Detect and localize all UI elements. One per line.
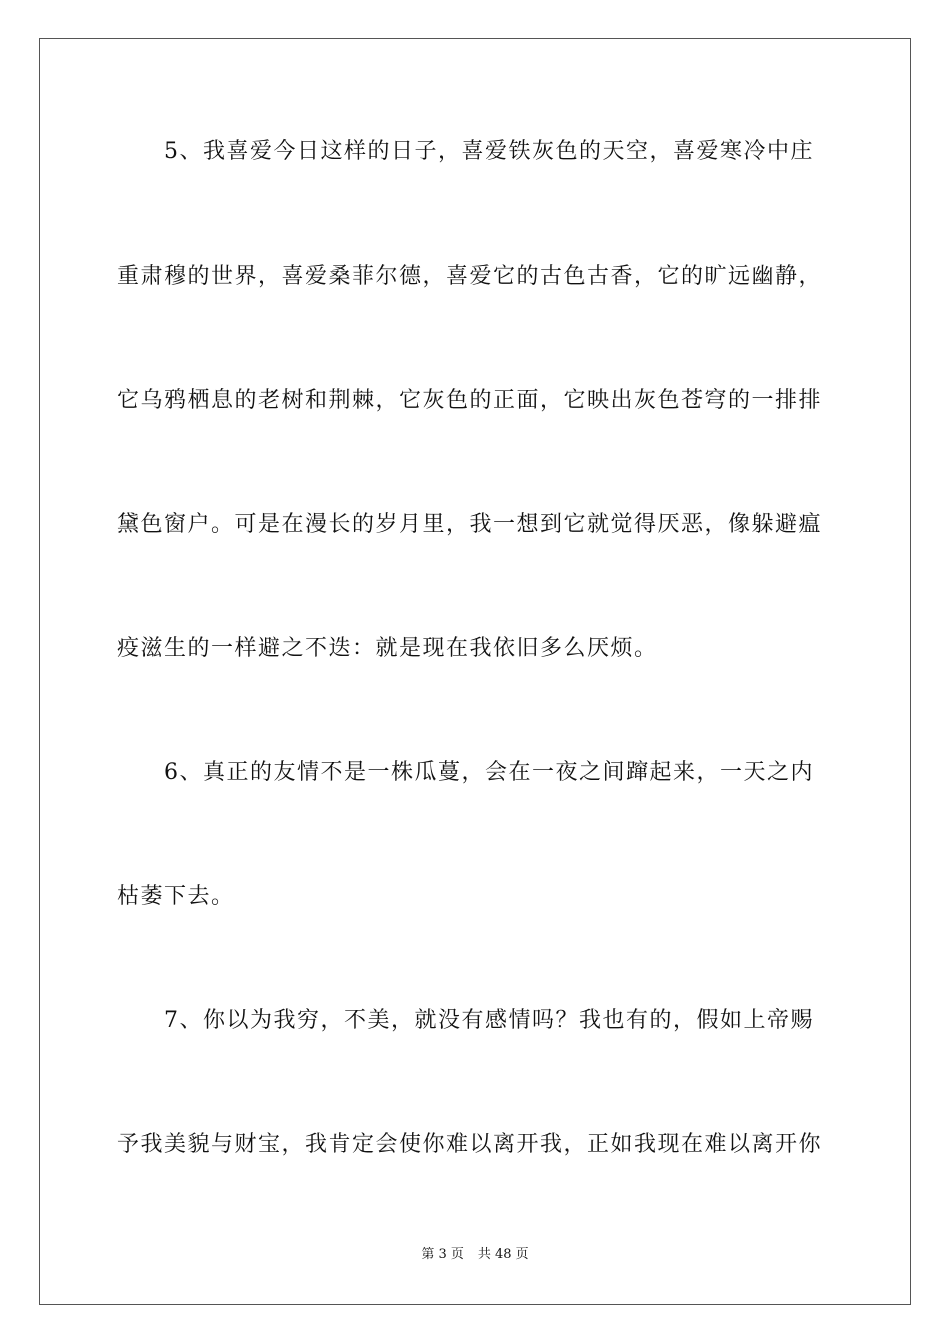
paragraph-6-line-1: 6、真正的友情不是一株瓜蔓，会在一夜之间蹿起来，一天之内 xyxy=(117,760,814,785)
paragraph-5-line-5: 疫滋生的一样避之不迭：就是现在我依旧多么厌烦。 xyxy=(117,636,658,661)
paragraph-5-line-2: 重肃穆的世界，喜爱桑菲尔德，喜爱它的古色古香，它的旷远幽静， xyxy=(117,264,823,289)
page-footer xyxy=(0,1246,950,1264)
paragraph-7-line-2: 予我美貌与财宝，我肯定会使你难以离开我，正如我现在难以离开你 xyxy=(117,1132,823,1157)
paragraph-7-line-1: 7、你以为我穷，不美，就没有感情吗？我也有的，假如上帝赐 xyxy=(117,1008,814,1033)
paragraph-6-line-2: 枯萎下去。 xyxy=(117,884,235,909)
page-border xyxy=(39,38,911,1305)
paragraph-5-line-3: 它乌鸦栖息的老树和荆棘，它灰色的正面，它映出灰色苍穹的一排排 xyxy=(117,388,823,413)
paragraph-5-line-1: 5、我喜爱今日这样的日子，喜爱铁灰色的天空，喜爱寒冷中庄 xyxy=(117,139,814,164)
paragraph-5-line-4: 黛色窗户。可是在漫长的岁月里，我一想到它就觉得厌恶，像躲避瘟 xyxy=(117,512,823,537)
page-total: 共 48 页 xyxy=(477,1247,529,1262)
page-number: 第 3 页 xyxy=(421,1247,464,1262)
